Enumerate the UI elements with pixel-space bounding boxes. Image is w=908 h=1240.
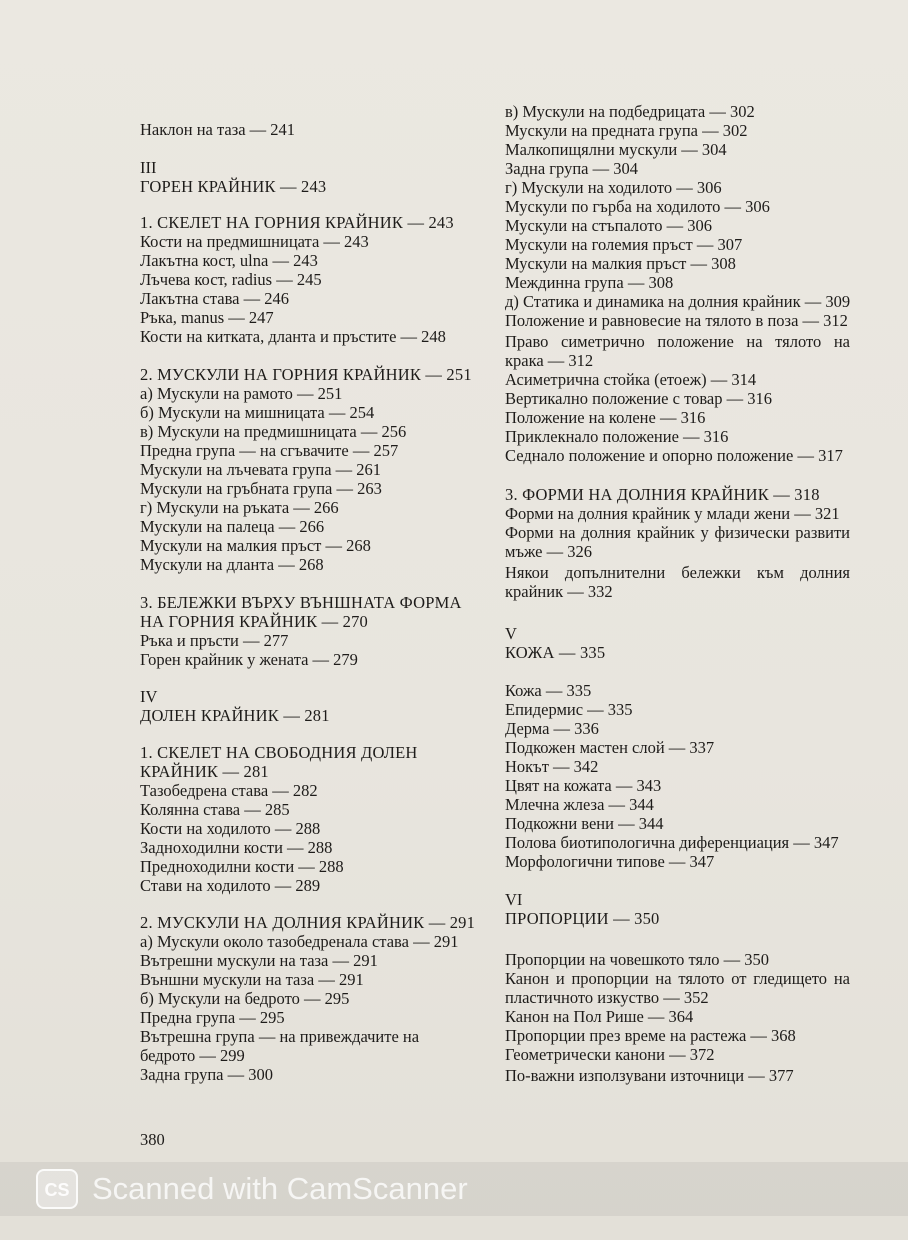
toc-entry: Мускули на стъпалото — 306	[505, 216, 712, 235]
toc-entry: г) Мускули на ходилото — 306	[505, 178, 722, 197]
toc-entry: бедрото — 299	[140, 1046, 245, 1065]
toc-entry: Полова биотипологична диференциация — 347	[505, 833, 839, 852]
toc-entry: крайник — 332	[505, 582, 613, 601]
part-number: VI	[505, 890, 523, 909]
toc-entry: Мускули на гръбната група — 263	[140, 479, 382, 498]
part-number: IV	[140, 687, 158, 706]
toc-entry: крака — 312	[505, 351, 594, 370]
toc-entry: Подкожни вени — 344	[505, 814, 664, 833]
toc-entry: Мускули по гърба на ходилото — 306	[505, 197, 770, 216]
toc-entry: Приклекнало положение — 316	[505, 427, 729, 446]
toc-entry: Морфологични типове — 347	[505, 852, 715, 871]
toc-entry: Млечна жлеза — 344	[505, 795, 654, 814]
toc-entry: Мускули на лъчевата група — 261	[140, 460, 382, 479]
toc-entry: Ръка, manus — 247	[140, 308, 274, 327]
toc-entry: Мускули на палеца — 266	[140, 517, 325, 536]
toc-entry: Канон на Пол Рише — 364	[505, 1007, 694, 1026]
toc-entry: Геометрически канони — 372	[505, 1045, 715, 1064]
toc-entry: Някои допълнителни бележки към долния	[505, 563, 850, 582]
toc-entry: Задна група — 304	[505, 159, 638, 178]
cs-logo-text: CS	[44, 1180, 70, 1200]
toc-entry: Нокът — 342	[505, 757, 599, 776]
toc-entry: Канон и пропорции на тялото от гледището на	[505, 969, 850, 988]
part-title: ДОЛЕН КРАЙНИК — 281	[140, 706, 330, 725]
toc-entry: пластичното изкуство — 352	[505, 988, 709, 1007]
toc-entry: Стави на ходилото — 289	[140, 876, 321, 895]
scanner-watermark-text: Scanned with CamScanner	[92, 1171, 468, 1206]
toc-entry: в) Мускули на подбедрицата — 302	[505, 102, 755, 121]
toc-entry: Форми на долния крайник у млади жени — 321	[505, 504, 840, 523]
toc-entry: Предноходилни кости — 288	[140, 857, 344, 876]
toc-entry: Предна група — на сгъвачите — 257	[140, 441, 399, 460]
toc-entry: Асиметрична стойка (етоеж) — 314	[505, 370, 757, 389]
toc-entry: Лъчева кост, radius — 245	[140, 270, 322, 289]
toc-entry: Вертикално положение с товар — 316	[505, 389, 772, 408]
toc-entry: Мускули на малкия пръст — 268	[140, 536, 371, 555]
toc-entry: Предна група — 295	[140, 1008, 285, 1027]
section-heading: 1. СКЕЛЕТ НА ГОРНИЯ КРАЙНИК — 243	[140, 213, 454, 232]
toc-entry: Мускули на предната група — 302	[505, 121, 748, 140]
page-number: 380	[140, 1130, 165, 1149]
toc-entry: Тазобедрена става — 282	[140, 781, 318, 800]
toc-entry: Положение и равновесие на тялото в поза — 312	[505, 311, 848, 330]
toc-entry: Лакътна става — 246	[140, 289, 290, 308]
toc-entry: мъже — 326	[505, 542, 592, 561]
toc-entry: в) Мускули на предмишницата — 256	[140, 422, 407, 441]
toc-entry: Пропорции на човешкото тяло — 350	[505, 950, 770, 969]
toc-entry: Кости на ходилото — 288	[140, 819, 321, 838]
camscanner-logo-icon	[36, 1169, 78, 1209]
toc-entry: Междинна група — 308	[505, 273, 674, 292]
toc-entry: Колянна става — 285	[140, 800, 290, 819]
toc-entry: Кости на предмишницата — 243	[140, 232, 369, 251]
toc-entry: а) Мускули около тазобедреналa става — 291	[140, 932, 459, 951]
toc-entry: Вътрешна група — на привеждачите на	[140, 1027, 420, 1046]
section-heading: 3. БЕЛЕЖКИ ВЪРХУ ВЪНШНАТА ФОРМА	[140, 593, 462, 612]
toc-entry: Мускули на малкия пръст — 308	[505, 254, 736, 273]
toc-entry: Положение на колене — 316	[505, 408, 706, 427]
toc-entry: Пропорции през време на растежа — 368	[505, 1026, 796, 1045]
toc-entry: г) Мускули на ръката — 266	[140, 498, 339, 517]
toc-entry: Задна група — 300	[140, 1065, 273, 1084]
section-heading: 1. СКЕЛЕТ НА СВОБОДНИЯ ДОЛЕН	[140, 743, 418, 762]
toc-entry: б) Мускули на бедрото — 295	[140, 989, 350, 1008]
toc-entry: Кости на китката, дланта и пръстите — 248	[140, 327, 446, 346]
toc-entry: Горен крайник у жената — 279	[140, 650, 358, 669]
toc-entry: Кожа — 335	[505, 681, 592, 700]
toc-entry: Дерма — 336	[505, 719, 599, 738]
toc-entry: б) Мускули на мишницата — 254	[140, 403, 375, 422]
toc-entry: Външни мускули на таза — 291	[140, 970, 364, 989]
section-heading: КРАЙНИК — 281	[140, 762, 269, 781]
toc-entry: Епидермис — 335	[505, 700, 633, 719]
section-heading: 2. МУСКУЛИ НА ГОРНИЯ КРАЙНИК — 251	[140, 365, 472, 384]
toc-entry: По-важни използувани източници — 377	[505, 1066, 794, 1085]
section-heading: 2. МУСКУЛИ НА ДОЛНИЯ КРАЙНИК — 291	[140, 913, 476, 932]
toc-entry: Мускули на дланта — 268	[140, 555, 324, 574]
section-heading: 3. ФОРМИ НА ДОЛНИЯ КРАЙНИК — 318	[505, 485, 820, 504]
toc-entry: Форми на долния крайник у физически развити	[505, 523, 850, 542]
toc-entry: Наклон на таза — 241	[140, 120, 296, 139]
toc-entry: Малкопищялни мускули — 304	[505, 140, 727, 159]
part-number: V	[505, 624, 517, 643]
toc-entry: Седнало положение и опорно положение — 317	[505, 446, 843, 465]
part-title: ГОРЕН КРАЙНИК — 243	[140, 177, 327, 196]
toc-entry: Цвят на кожата — 343	[505, 776, 662, 795]
toc-entry: Лакътна кост, ulna — 243	[140, 251, 318, 270]
toc-entry: Ръка и пръсти — 277	[140, 631, 289, 650]
part-title: ПРОПОРЦИИ — 350	[505, 909, 660, 928]
part-title: КОЖА — 335	[505, 643, 606, 662]
part-number: III	[140, 158, 157, 177]
toc-entry: Подкожен мастен слой — 337	[505, 738, 715, 757]
toc-entry: Заднoходилни кости — 288	[140, 838, 333, 857]
toc-entry: Мускули на големия пръст — 307	[505, 235, 743, 254]
toc-entry: Право симетрично положение на тялото на	[505, 332, 850, 351]
toc-entry: а) Мускули на рамото — 251	[140, 384, 343, 403]
section-heading: НА ГОРНИЯ КРАЙНИК — 270	[140, 612, 368, 631]
toc-entry: д) Статика и динамика на долния крайник — 309	[505, 292, 851, 311]
toc-entry: Вътрешни мускули на таза — 291	[140, 951, 378, 970]
